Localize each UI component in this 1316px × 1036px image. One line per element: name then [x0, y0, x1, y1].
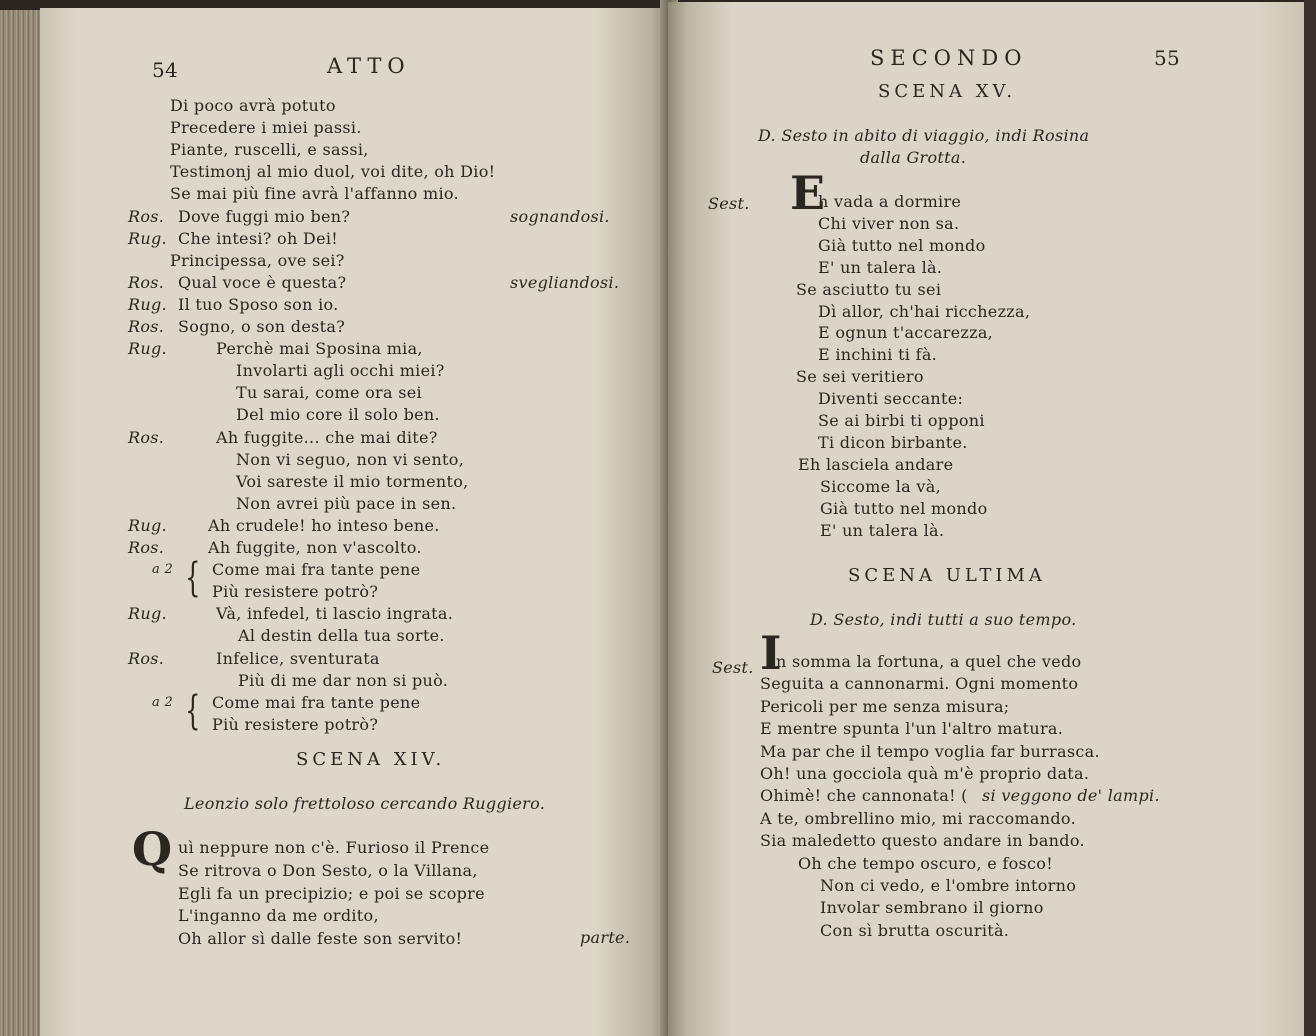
scene-title-xiv: SCENA XIV. [296, 749, 446, 770]
dialogue-line: Voi sareste il mio tormento, [236, 471, 469, 491]
dialogue-line: Più di me dar non si può. [238, 670, 449, 690]
dialogue-line: Qual voce è questa? [178, 272, 347, 292]
verse-line: uì neppure non c'è. Furioso il Prence [178, 838, 490, 857]
dialogue-line: Sogno, o son desta? [178, 317, 346, 336]
verse-line: Egli fa un precipizio; e poi se scopre [178, 883, 485, 903]
verse-line: L'inganno da me ordito, [178, 906, 379, 926]
page-number-left: 54 [152, 58, 179, 82]
speaker-label: Ros. [128, 538, 165, 557]
verse-line: Con sì brutta oscurità. [820, 920, 1010, 940]
scene-direction-xv-line2: dalla Grotta. [860, 148, 967, 167]
speaker-label: Ros. [128, 648, 165, 668]
speaker-sesto-1: Sest. [708, 194, 750, 213]
dialogue-line: Principessa, ove sei? [170, 250, 345, 270]
scene-direction-xv-line1: D. Sesto in abito di viaggio, indi Rosina [758, 126, 1090, 145]
song-line: Siccome la và, [820, 476, 941, 496]
song-line: h vada a dormire [818, 192, 962, 211]
exit-direction: parte. [580, 928, 631, 947]
stage-direction: svegliandosi. [510, 272, 620, 292]
running-head-left: ATTO [327, 54, 411, 78]
dialogue-line: Dove fuggi mio ben? [178, 206, 351, 226]
speaker-label: Ros. [128, 272, 165, 292]
verse-line: Ma par che il tempo voglia far burrasca. [760, 741, 1100, 761]
dialogue-line: Al destin della tua sorte. [238, 626, 445, 646]
speaker-label: Ros. [128, 206, 165, 226]
speaker-label: Rug. [128, 604, 167, 624]
verse-line: Oh che tempo oscuro, e fosco! [798, 853, 1053, 873]
song-line: Già tutto nel mondo [818, 235, 986, 255]
song-line: Se ai birbi ti opponi [818, 411, 985, 430]
verse-line: Non ci vedo, e l'ombre intorno [820, 876, 1077, 895]
dialogue-line: Ah fuggite, non v'ascolto. [208, 538, 422, 557]
verse-line: Se ritrova o Don Sesto, o la Villana, [178, 860, 478, 880]
dialogue-line: Del mio core il solo ben. [236, 405, 440, 425]
a-due-marker: a 2 [152, 694, 174, 710]
dialogue-line: Tu sarai, come ora sei [236, 383, 422, 403]
drop-cap-i: I [760, 626, 782, 680]
song-line: Chi viver non sa. [818, 213, 960, 233]
dialogue-line: Non vi seguo, non vi sento, [236, 449, 465, 469]
dialogue-line: Se mai più fine avrà l'affanno mio. [170, 184, 459, 204]
song-line: Eh lasciela andare [798, 454, 954, 474]
verse-line: Sia maledetto questo andare in bando. [760, 831, 1085, 851]
drop-cap-e: E [790, 166, 826, 220]
drop-cap-q: Q [132, 822, 173, 876]
page-number-right: 55 [1154, 46, 1181, 70]
verse-line: A te, ombrellino mio, mi raccomando. [760, 808, 1076, 828]
song-line: Ti dicon birbante. [818, 432, 968, 452]
song-line: Diventi seccante: [818, 389, 964, 409]
dialogue-line: Più resistere potrò? [212, 714, 379, 734]
song-line: Già tutto nel mondo [820, 498, 988, 518]
right-page [668, 2, 1308, 1036]
verse-line: Oh! una gocciola quà m'è proprio data. [760, 764, 1090, 783]
dialogue-line: Perchè mai Sposina mia, [216, 339, 423, 359]
verse-line: Oh allor sì dalle feste son servito! [178, 929, 463, 949]
dialogue-line: Ah fuggite... che mai dite? [216, 427, 438, 447]
song-line: E inchini ti fà. [818, 345, 938, 365]
a-due-marker: a 2 [152, 562, 174, 578]
dialogue-line: Di poco avrà potuto [170, 96, 336, 115]
verse-line: Involar sembrano il giorno [820, 898, 1044, 918]
dialogue-line: Come mai fra tante pene [212, 692, 421, 712]
running-head-right: SECONDO [870, 46, 1028, 70]
scene-title-ultima: SCENA ULTIMA [848, 565, 1046, 586]
speaker-label: Ros. [128, 427, 165, 447]
dialogue-line: Precedere i miei passi. [170, 118, 362, 138]
dialogue-line: Infelice, sventurata [216, 648, 380, 668]
speaker-label: Ros. [128, 317, 165, 336]
dialogue-line: Và, infedel, ti lascio ingrata. [216, 604, 454, 624]
verse-line: E mentre spunta l'un l'altro matura. [760, 719, 1064, 739]
dialogue-line: Ah crudele! ho inteso bene. [208, 515, 440, 535]
dialogue-line: Non avrei più pace in sen. [236, 493, 457, 513]
a2-brace-2: { [185, 687, 201, 734]
dialogue-line: Testimonj al mio duol, voi dite, oh Dio! [170, 162, 496, 182]
verse-line: Ohimè! che cannonata! ( [760, 786, 968, 806]
verse-line: Pericoli per me senza misura; [760, 696, 1010, 716]
dialogue-line: Piante, ruscelli, e sassi, [170, 140, 369, 160]
left-page [40, 8, 670, 1036]
page-edge-right [1304, 0, 1316, 1036]
a2-brace-1: { [185, 555, 201, 602]
scene-title-xv: SCENA XV. [878, 81, 1017, 102]
scene-direction-ultima: D. Sesto, indi tutti a suo tempo. [810, 610, 1077, 629]
speaker-label: Rug. [128, 294, 167, 314]
verse-line: n somma la fortuna, a quel che vedo [776, 652, 1082, 671]
stage-direction: sognandosi. [510, 206, 610, 226]
dialogue-line: Involarti agli occhi miei? [236, 361, 445, 381]
song-line: Se asciutto tu sei [796, 279, 942, 299]
song-line: Se sei veritiero [796, 367, 924, 387]
dialogue-line: Più resistere potrò? [212, 582, 379, 602]
song-line: Dì allor, ch'hai ricchezza, [818, 301, 1031, 321]
speaker-label: Rug. [128, 515, 167, 535]
speaker-label: Rug. [128, 228, 167, 248]
dialogue-line: Che intesi? oh Dei! [178, 228, 338, 248]
song-line: E ognun t'accarezza, [818, 323, 994, 343]
song-line: E' un talera là. [820, 520, 945, 540]
song-line: E' un talera là. [818, 257, 943, 277]
scene-direction-xiv: Leonzio solo frettoloso cercando Ruggiero. [184, 794, 546, 813]
dialogue-line: Il tuo Sposo son io. [178, 294, 339, 314]
speaker-sesto-2: Sest. [712, 658, 754, 677]
verse-line: Seguita a cannonarmi. Ogni momento [760, 674, 1079, 694]
stage-direction-lampi: si veggono de' lampi. [982, 786, 1160, 806]
dialogue-line: Come mai fra tante pene [212, 560, 421, 580]
speaker-label: Rug. [128, 339, 167, 359]
